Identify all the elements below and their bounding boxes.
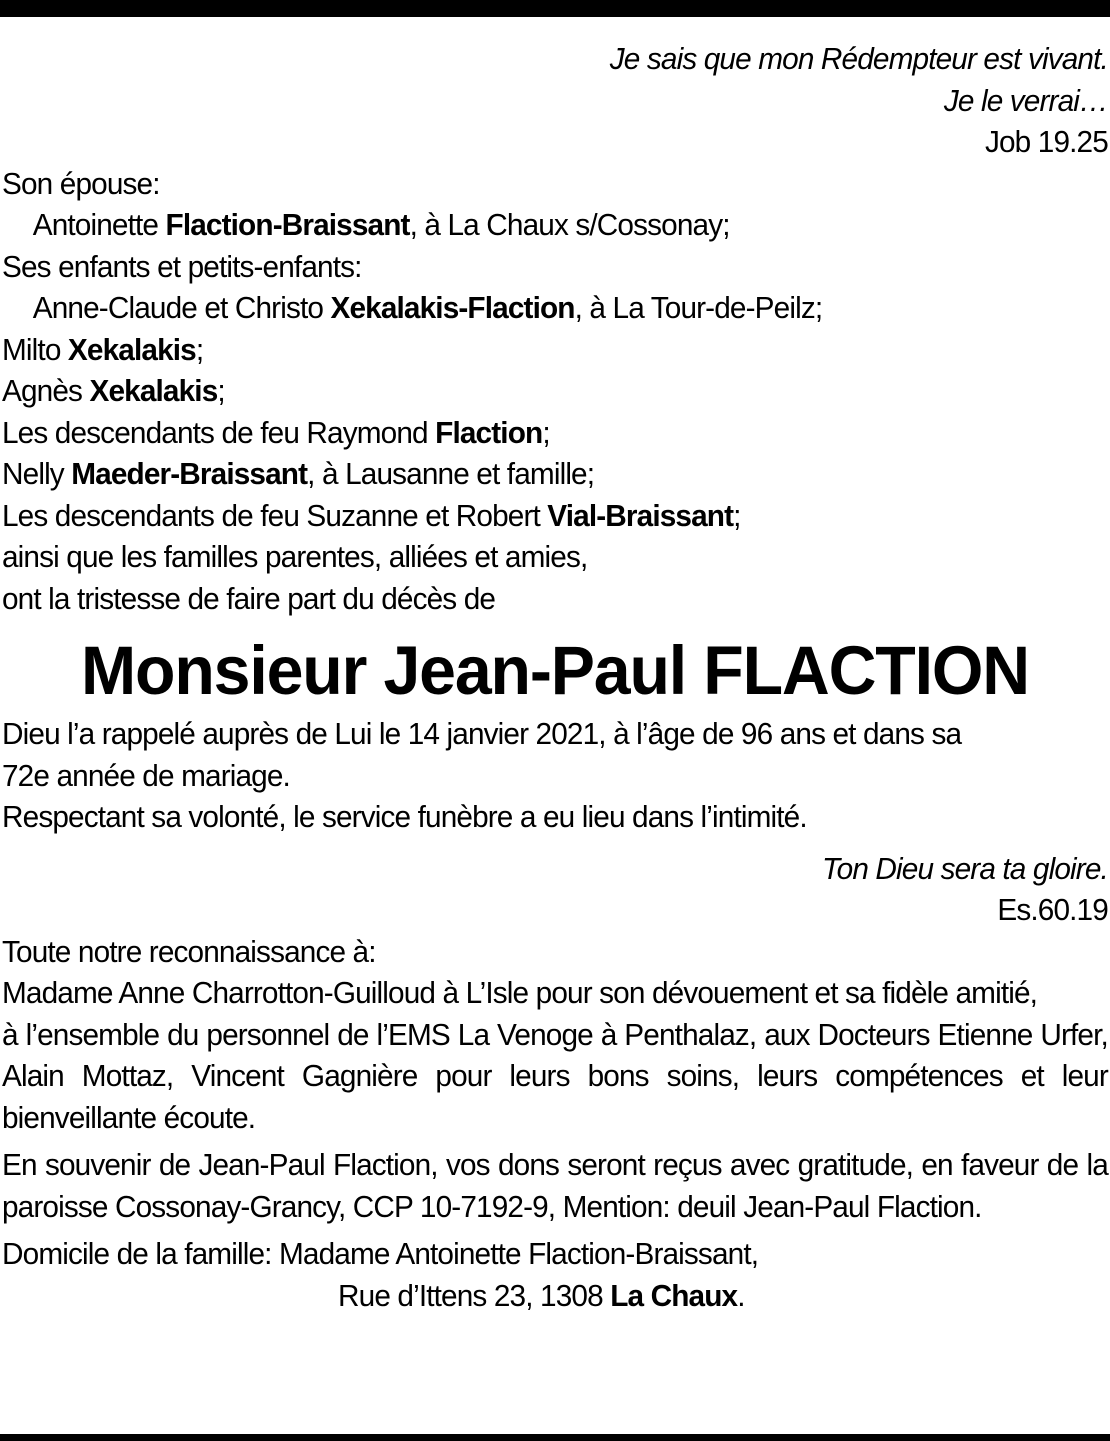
verse-top-line2: Je le verrai…	[943, 82, 1108, 118]
top-rule	[0, 0, 1110, 17]
thanks-paragraph-2: à l’ensemble du personnel de l’EMS La Venoge à Penthalaz, aux Docteurs Etienne Urfer, Alain Mottaz, Vincent Gagnière pour leurs bons soins, leurs compétences et leur bienveillante écoute.	[2, 1016, 1108, 1135]
domicile-address: Rue d’Ittens 23, 1308 La Chaux.	[338, 1277, 745, 1313]
families-line: ainsi que les familles parentes, alliées et amies,	[2, 539, 588, 574]
deceased-name: Monsieur Jean-Paul FLACTION	[81, 632, 1029, 709]
obituary-notice	[2, 38, 1108, 1316]
family-entry-vial: Les descendants de feu Suzanne et Robert Vial-Braissant;	[2, 497, 741, 533]
death-announcement-line1: Dieu l’a rappelé auprès de Lui le 14 janvier 2021, à l’âge de 96 ans et dans sa	[2, 716, 962, 751]
family-entry-nelly: Nelly Maeder-Braissant, à Lausanne et famille;	[2, 456, 595, 491]
thanks-label: Toute notre reconnaissance à:	[2, 933, 376, 969]
family-entry-raymond: Les descendants de feu Raymond Flaction;	[2, 414, 550, 450]
spouse-entry: Antoinette Flaction-Braissant, à La Chaux s/Cossonay;	[32, 207, 730, 242]
thanks-paragraph-1: Madame Anne Charrotton-Guilloud à L’Isle pour son dévouement et sa fidèle amitié,	[2, 975, 1038, 1010]
verse-mid-reference: Es.60.19	[997, 892, 1108, 927]
announcement-intro: ont la tristesse de faire part du décès de	[2, 580, 496, 616]
spouse-label: Son épouse:	[2, 165, 160, 201]
bottom-rule	[0, 1434, 1110, 1441]
domicile-line: Domicile de la famille: Madame Antoinette Flaction-Braissant,	[2, 1236, 759, 1271]
verse-top-reference: Job 19.25	[984, 124, 1108, 159]
donations-paragraph: En souvenir de Jean-Paul Flaction, vos dons seront reçus avec gratitude, en faveur de la paroisse Cossonay-Grancy, CCP 10-7192-9, Mention: deuil Jean-Paul Flaction.	[2, 1147, 1108, 1224]
family-entry-agnes: Agnès Xekalakis;	[2, 373, 225, 408]
funeral-note: Respectant sa volonté, le service funèbre a eu lieu dans l’intimité.	[2, 799, 807, 834]
verse-top-line1: Je sais que mon Rédempteur est vivant.	[609, 41, 1108, 76]
death-announcement-line2: 72e année de mariage.	[2, 757, 290, 793]
children-label: Ses enfants et petits-enfants:	[2, 248, 362, 284]
family-entry-milto: Milto Xekalakis;	[2, 331, 204, 367]
children-entry: Anne-Claude et Christo Xekalakis-Flaction, à La Tour-de-Peilz;	[32, 290, 823, 325]
verse-mid: Ton Dieu sera ta gloire.	[822, 850, 1108, 886]
